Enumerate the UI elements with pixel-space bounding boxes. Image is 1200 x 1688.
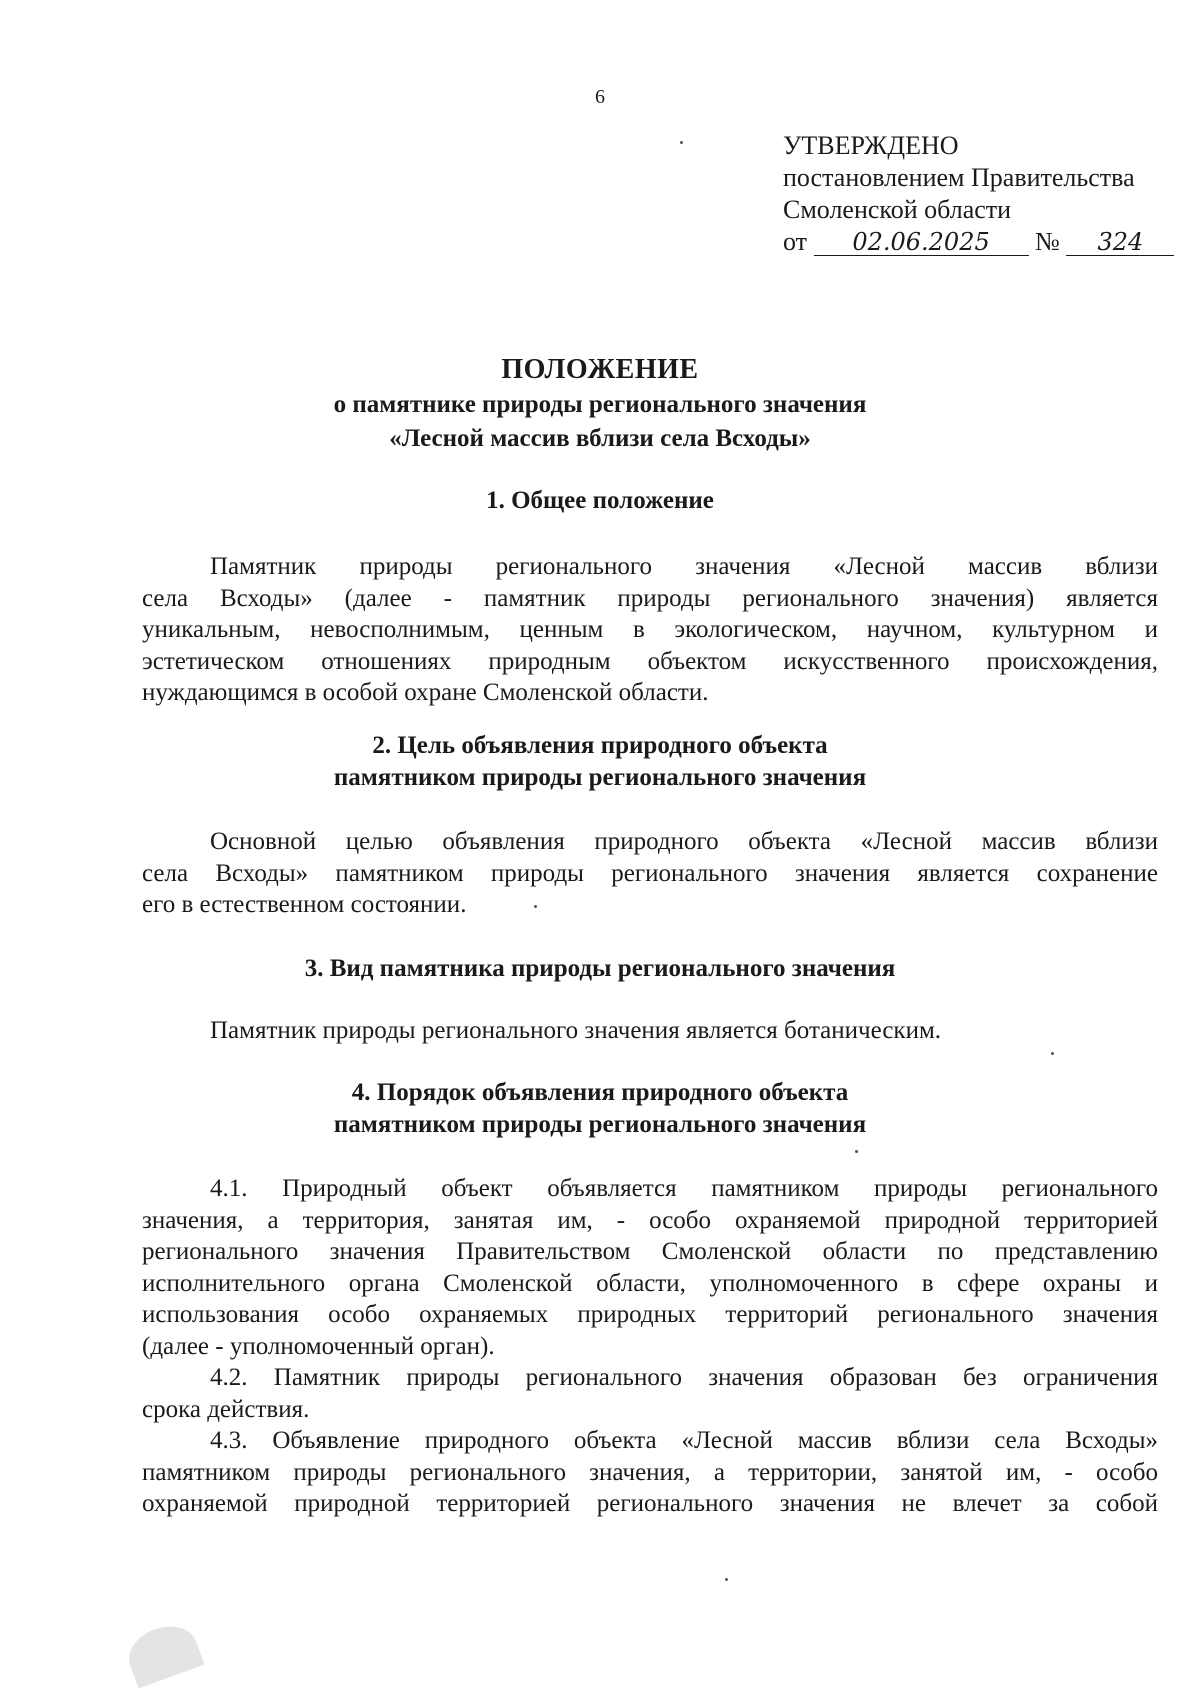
section-2-heading	[0, 730, 1200, 794]
section-2-heading-line-2: памятником природы регионального значения	[333, 764, 867, 791]
title-main: ПОЛОЖЕНИЕ	[501, 354, 699, 385]
section-4-heading	[0, 1077, 1200, 1141]
section-4-paragraphs	[142, 1173, 1158, 1520]
section-3-heading: 3. Вид памятника природы регионального значения	[304, 955, 896, 982]
approval-block	[783, 130, 1174, 258]
document-title	[0, 352, 1200, 456]
text-line: нуждающимся в особой охране Смоленской области.	[142, 679, 709, 706]
scan-speck	[725, 1578, 728, 1581]
section-2-heading-line-1: 2. Цель объявления природного объекта	[372, 732, 828, 759]
scan-speck	[534, 905, 537, 908]
title-line-2: о памятнике природы регионального значения	[333, 391, 867, 418]
handwritten-date: 02.06.2025	[814, 229, 1029, 256]
text-line: (далее - уполномоченный орган).	[142, 1332, 495, 1360]
text-line: значения, а территория, занятая им, - особо охраняемой природной территорией	[142, 1206, 1158, 1234]
section-1-paragraph	[142, 551, 1158, 709]
section-2-paragraph	[142, 826, 1158, 921]
text-line: 4.2. Памятник природы регионального значения образован без ограничения	[210, 1364, 1158, 1391]
text-line: 4.1. Природный объект объявляется памятником природы регионального	[210, 1175, 1158, 1202]
page-number: 6	[595, 86, 605, 108]
text-line: села Всходы» памятником природы регионального значения является сохранение	[142, 859, 1158, 887]
approval-title: УТВЕРЖДЕНО	[783, 131, 959, 160]
date-prefix: от	[783, 227, 808, 256]
text-line: Памятник природы регионального значения является ботаническим.	[210, 1017, 942, 1044]
section-3-paragraph	[142, 1015, 1158, 1047]
text-line: памятником природы регионального значения, а территории, занятой им, - особо	[142, 1458, 1158, 1486]
scan-smudge	[122, 1618, 205, 1688]
approval-date-number	[783, 226, 1174, 258]
section-4-heading-line-2: памятником природы регионального значения	[333, 1111, 867, 1138]
text-line: Основной целью объявления природного объекта «Лесной массив вблизи	[210, 828, 1158, 855]
text-line: села Всходы» (далее - памятник природы регионального значения) является	[142, 584, 1158, 612]
text-line: его в естественном состоянии.	[142, 891, 467, 918]
approval-line-decree: постановлением Правительства	[783, 163, 1135, 192]
text-line: регионального значения Правительством Смоленской области по представлению	[142, 1238, 1158, 1265]
text-line: исполнительного органа Смоленской области, уполномоченного в сфере охраны и	[142, 1269, 1158, 1297]
text-line: охраняемой природной территорией регионального значения не влечет за собой	[142, 1490, 1158, 1517]
text-line: Памятник природы регионального значения «Лесной массив вблизи	[210, 553, 1158, 580]
scan-speck	[680, 141, 683, 144]
text-line: срока действия.	[142, 1395, 310, 1423]
text-line: использования особо охраняемых природных территорий регионального значения	[142, 1301, 1158, 1328]
text-line: 4.3. Объявление природного объекта «Лесной массив вблизи села Всходы»	[210, 1427, 1158, 1454]
scan-speck	[1051, 1052, 1054, 1055]
handwritten-number: 324	[1066, 229, 1174, 256]
number-prefix: №	[1035, 227, 1060, 256]
text-line: уникальным, невосполнимым, ценным в экологическом, научном, культурном и	[142, 616, 1158, 643]
section-4-heading-line-1: 4. Порядок объявления природного объекта	[351, 1079, 849, 1106]
approval-line-region: Смоленской области	[783, 195, 1012, 224]
section-1-heading: 1. Общее положение	[486, 487, 714, 514]
title-line-3: «Лесной массив вблизи села Всходы»	[389, 425, 811, 452]
scan-speck	[855, 1150, 858, 1153]
text-line: эстетическом отношениях природным объектом искусственного происхождения,	[142, 647, 1158, 675]
